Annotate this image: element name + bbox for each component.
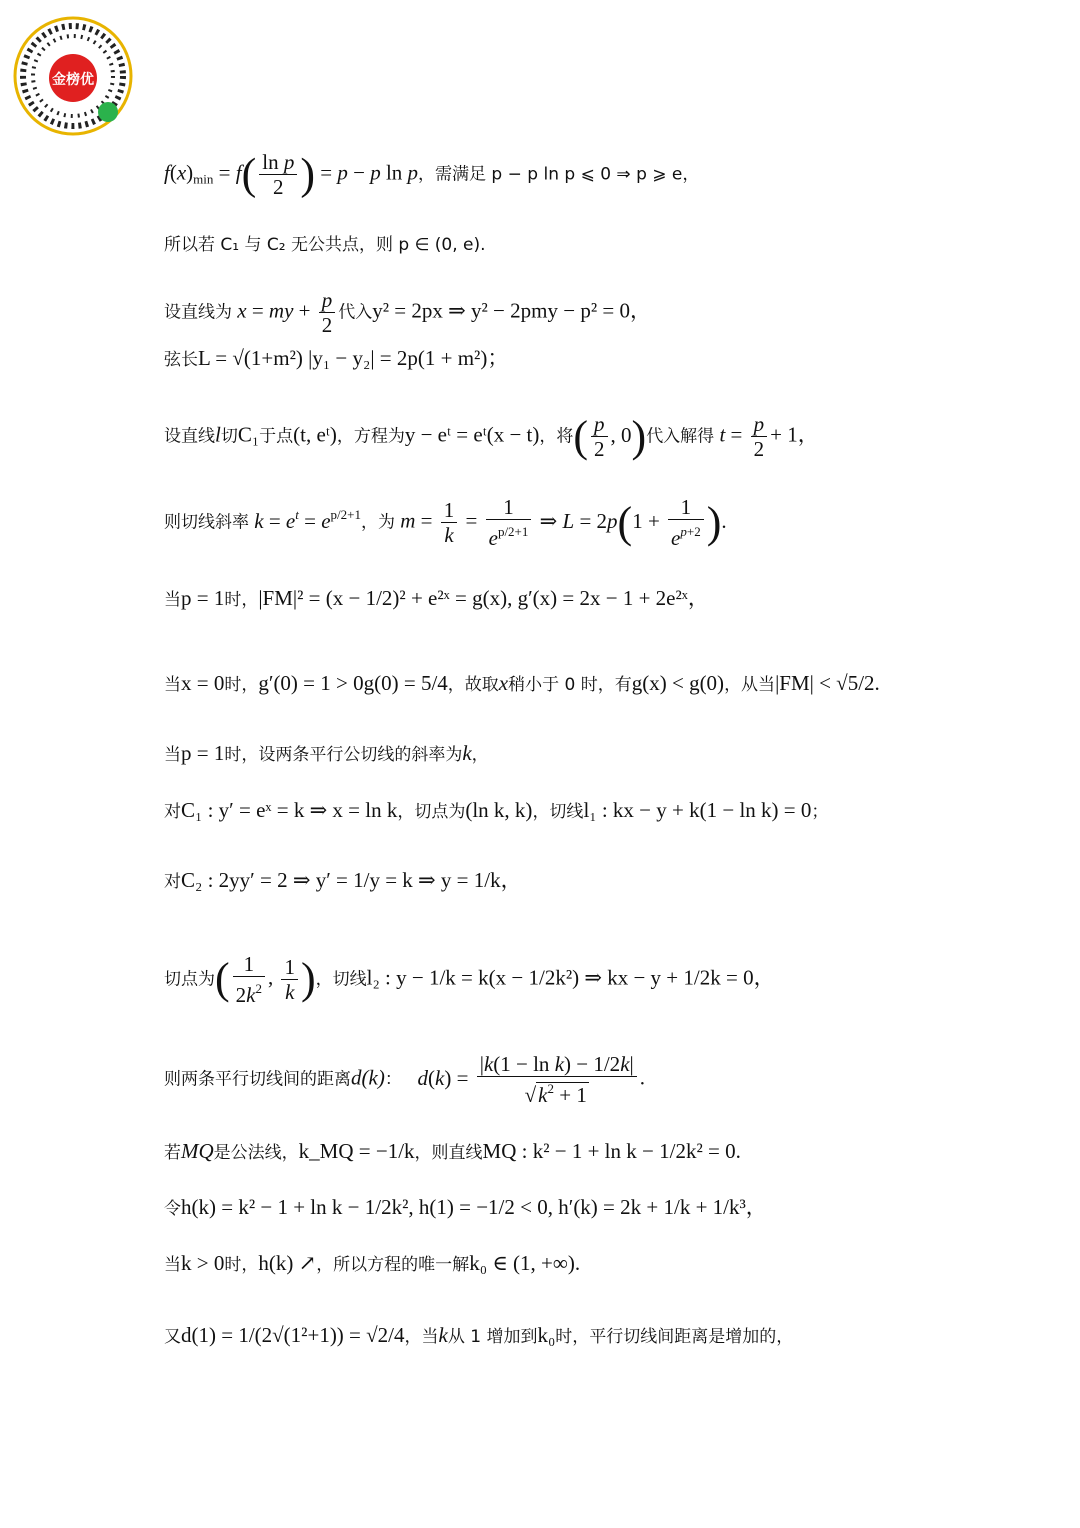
line-7: 当p = 1时，|FM|² = (x − 1/2)² + e²ˣ = g(x), g′(x) = 2x − 1 + 2e²ˣ， — [164, 586, 709, 610]
line-13: 则两条平行切线间的距离d(k)： d(k) = $\frac{\text{|k(1 − ln k) − 1/2k|}}{√k^2 + 1}$ . — [164, 1052, 645, 1107]
logo-brand: 金榜优 — [52, 72, 94, 88]
line-12: 切点为( $\frac{1}{2k^2}$ , $\frac{1}{k}$ )，切线l₂ : y − 1/k = k(x − 1/2k²) ⇒ kx − y + 1/2k = 0， — [164, 952, 775, 1007]
line-11: 对C₂ : 2yy′ = 2 ⇒ y′ = 1/y = k ⇒ y = 1/k， — [164, 868, 522, 892]
line-6: 则切线斜率 $k = e^t = e^{p/2+1}$，为 m = $\frac{1}{k}$ = $\frac{1}{e^{p/2+1}}$ ⇒ L = 2p(1 + $\frac{1}{e^{p+2}}$ ). — [164, 495, 727, 550]
line-1: $f(x)_{min} = f$( $\frac{\text{ln p}}{2}$ ) = p − p ln p，需满足 p − p ln p ⩽ 0 ⇒ p ⩾ e， — [164, 149, 700, 199]
line-14: 若MQ是公法线，k_MQ = −1/k，则直线MQ : k² − 1 + ln k − 1/2k² = 0. — [164, 1139, 741, 1163]
jinbangyou-logo — [8, 8, 138, 138]
line-15: 令h(k) = k² − 1 + ln k − 1/2k², h(1) = −1/2 < 0, h′(k) = 2k + 1/k + 1/k³， — [164, 1195, 767, 1219]
line-8: 当x = 0时，g′(0) = 1 > 0g(0) = 5/4，故取x稍小于 0 时，有g(x) < g(0)，从当|FM| < √5/2. — [164, 671, 880, 695]
line-4: 弦长L = √(1+m²) |y₁ − y₂| = 2p(1 + m²)； — [164, 346, 509, 370]
line-16: 当k > 0时，h(k) ↗，所以方程的唯一解k₀ ∈ (1, +∞). — [164, 1251, 581, 1275]
line-9: 当p = 1时，设两条平行公切线的斜率为k， — [164, 741, 489, 765]
line-10: 对C₁ : y′ = eˣ = k ⇒ x = ln k，切点为(ln k, k)，切线l₁ : kx − y + k(1 − ln k) = 0； — [164, 798, 829, 822]
line-5: 设直线l切C₁于点(t, eᵗ)，方程为y − eᵗ = eᵗ(x − t)，将( $\frac{p}{2}$ , 0)代入解得 t = $\frac{p}{2}$ + 1， — [164, 411, 819, 462]
line-1-text: ，需满足 p − p ln p ⩽ 0 ⇒ p ⩾ e， — [418, 164, 700, 185]
line-17: 又d(1) = 1/(2√(1²+1)) = √2/4，当k从 1 增加到k₀时，平行切线间距离是增加的， — [164, 1323, 794, 1347]
line-3: 设直线为 x = my + $\frac{p}{2}$ 代入y² = 2px ⇒ y² − 2pmy − p² = 0， — [164, 288, 651, 337]
line-2: 所以若 C₁ 与 C₂ 无公共点，则 p ∈ (0, e). — [164, 235, 486, 255]
